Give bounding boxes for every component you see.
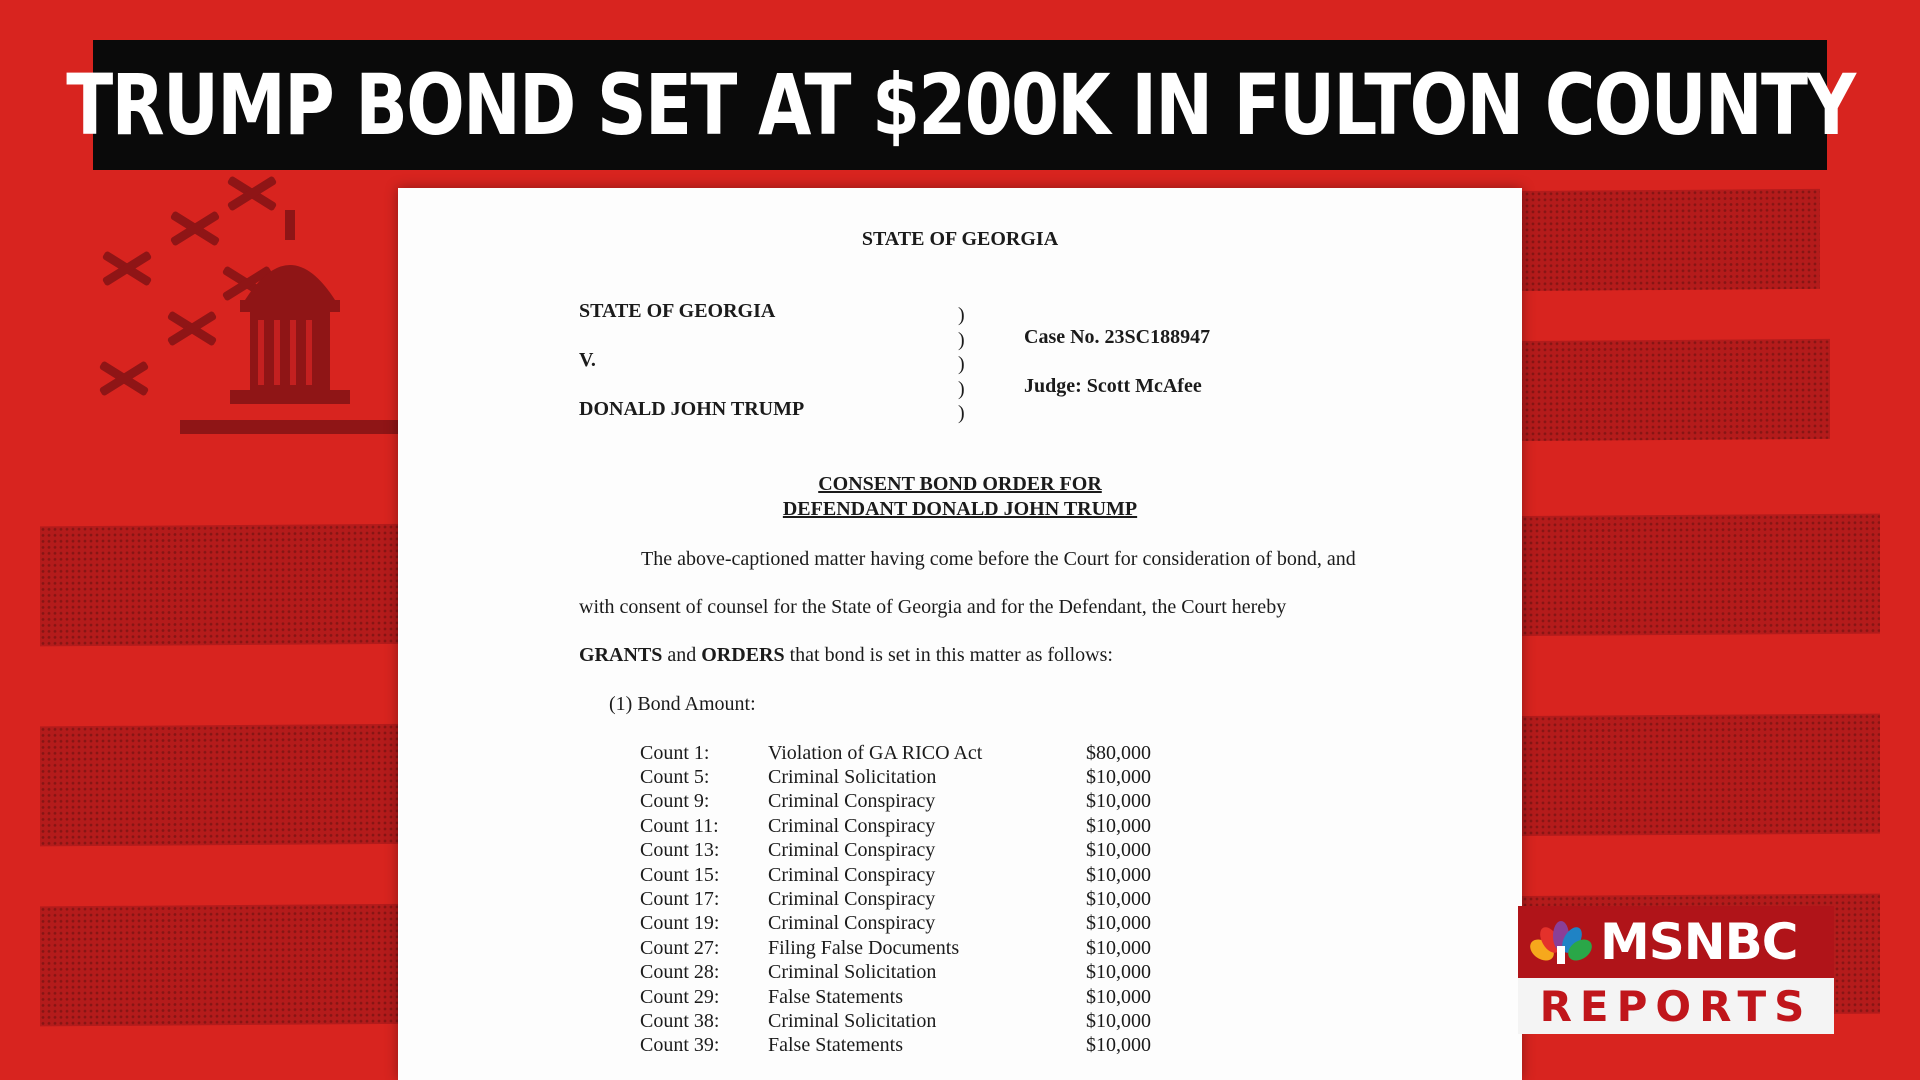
order-title-line1: CONSENT BOND ORDER FOR	[818, 473, 1102, 495]
plaintiff-name: STATE OF GEORGIA	[579, 300, 776, 322]
count-amount: $10,000	[1086, 985, 1151, 1008]
judge-name: Judge: Scott McAfee	[1024, 375, 1202, 397]
count-amount: $10,000	[1086, 936, 1151, 959]
headline-banner	[65, 40, 1855, 170]
count-charge: Filing False Documents	[768, 936, 960, 959]
count-row	[640, 741, 1166, 765]
count-number: Count 13:	[640, 839, 720, 862]
star-icon	[97, 360, 151, 394]
count-number: Count 28:	[640, 961, 720, 984]
count-charge: False Statements	[768, 985, 903, 1008]
count-row	[640, 961, 1166, 985]
defendant-name: DONALD JOHN TRUMP	[579, 398, 805, 420]
count-charge: Criminal Conspiracy	[768, 790, 936, 813]
count-charge: Criminal Conspiracy	[768, 863, 936, 886]
counts-table	[640, 741, 1166, 1058]
msnbc-reports-logo	[1518, 906, 1834, 1034]
order-paragraph-3	[579, 644, 1113, 667]
versus-text: V.	[579, 349, 596, 371]
flag-stripe	[1500, 339, 1830, 441]
case-caption-parties	[579, 300, 804, 447]
count-number: Count 1:	[640, 741, 710, 764]
count-charge: False Statements	[768, 1034, 903, 1057]
count-charge: Criminal Solicitation	[768, 1009, 937, 1032]
count-charge: Criminal Conspiracy	[768, 888, 936, 911]
count-row	[640, 790, 1166, 814]
bond-amount-heading: (1) Bond Amount:	[609, 693, 756, 715]
count-amount: $10,000	[1086, 1034, 1151, 1057]
star-icon	[100, 250, 154, 284]
count-row	[640, 863, 1166, 887]
count-amount: $10,000	[1086, 766, 1151, 789]
msnbc-logo-bar	[1518, 906, 1834, 978]
count-row	[640, 1009, 1166, 1033]
count-charge: Criminal Solicitation	[768, 766, 937, 789]
and-text: and	[667, 644, 697, 666]
show-name: REPORTS	[1539, 981, 1813, 1031]
count-number: Count 38:	[640, 1009, 720, 1032]
order-title	[398, 472, 1522, 522]
grants-text: GRANTS	[579, 644, 663, 666]
case-caption-details	[1024, 326, 1210, 424]
capitol-icon	[170, 190, 430, 470]
count-amount: $10,000	[1086, 1009, 1151, 1032]
order-title-line2: DEFENDANT DONALD JOHN TRUMP	[782, 498, 1138, 520]
count-charge: Criminal Solicitation	[768, 961, 937, 984]
count-row	[640, 985, 1166, 1009]
count-number: Count 11:	[640, 814, 719, 837]
count-amount: $10,000	[1086, 888, 1151, 911]
caption-parentheses: ) ) ) ) )	[958, 304, 965, 424]
count-charge: Criminal Conspiracy	[768, 839, 936, 862]
count-row	[640, 887, 1166, 911]
count-number: Count 27:	[640, 936, 720, 959]
count-number: Count 9:	[640, 790, 710, 813]
network-name: MSNBC	[1600, 913, 1798, 971]
show-name-bar	[1518, 978, 1834, 1034]
count-row	[640, 814, 1166, 838]
count-charge: Criminal Conspiracy	[768, 912, 936, 935]
count-row	[640, 765, 1166, 789]
count-number: Count 29:	[640, 985, 720, 1008]
count-amount: $10,000	[1086, 839, 1151, 862]
count-amount: $10,000	[1086, 814, 1151, 837]
count-amount: $80,000	[1086, 741, 1151, 764]
order-rest-text: that bond is set in this matter as follows:	[789, 644, 1113, 666]
flag-stripe	[1500, 189, 1820, 291]
count-number: Count 19:	[640, 912, 720, 935]
court-document	[398, 188, 1522, 1080]
count-amount: $10,000	[1086, 790, 1151, 813]
count-charge: Criminal Conspiracy	[768, 814, 936, 837]
count-amount: $10,000	[1086, 961, 1151, 984]
count-amount: $10,000	[1086, 912, 1151, 935]
headline-text: TRUMP BOND SET AT $200K IN FULTON COUNTY	[65, 56, 1855, 154]
count-row	[640, 839, 1166, 863]
nbc-peacock-icon	[1530, 920, 1592, 964]
case-number: Case No. 23SC188947	[1024, 326, 1211, 348]
order-paragraph-2: with consent of counsel for the State of Georgia and for the Defendant, the Court hereby	[579, 596, 1287, 618]
order-paragraph-1: The above-captioned matter having come before the Court for consideration of bond, and	[641, 548, 1356, 570]
count-number: Count 5:	[640, 766, 710, 789]
count-number: Count 17:	[640, 888, 720, 911]
count-number: Count 39:	[640, 1034, 720, 1057]
count-row	[640, 1034, 1166, 1058]
count-row	[640, 912, 1166, 936]
count-amount: $10,000	[1086, 863, 1151, 886]
document-court-heading: STATE OF GEORGIA	[861, 228, 1059, 250]
count-number: Count 15:	[640, 863, 720, 886]
count-charge: Violation of GA RICO Act	[768, 741, 983, 764]
count-row	[640, 936, 1166, 960]
orders-text: ORDERS	[701, 644, 785, 666]
